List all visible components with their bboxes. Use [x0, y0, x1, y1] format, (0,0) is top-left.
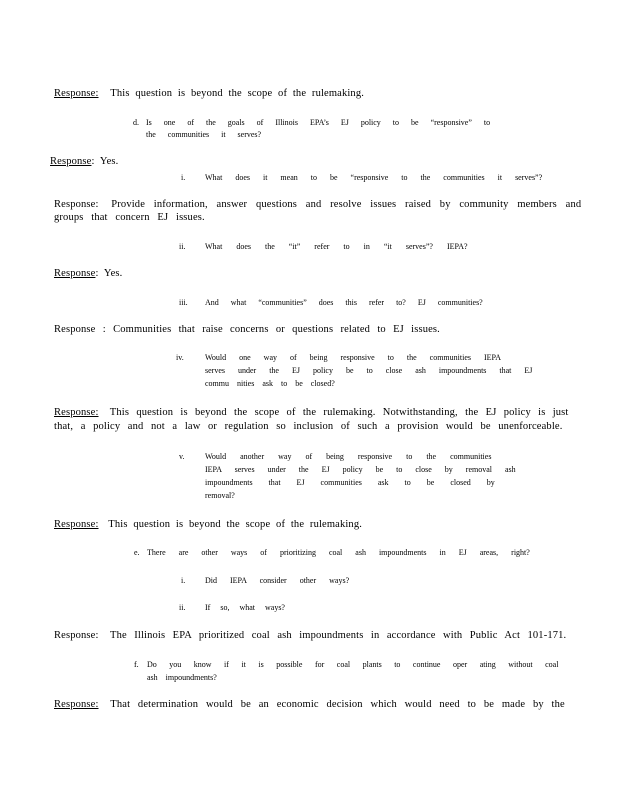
question-marker: iv.: [176, 353, 184, 362]
question-line: If so, what ways?: [205, 603, 285, 612]
question-marker: f.: [134, 660, 139, 669]
response-text: This question is beyond the scope of the rulemaking.: [110, 88, 365, 99]
question-line: IEPA serves under the EJ policy be to close by removal ash: [205, 465, 516, 474]
question-line: And what “communities” does this refer to? EJ communities?: [205, 298, 483, 307]
response-text: : Yes.: [91, 156, 119, 167]
question-line: serves under the EJ policy be to close ash impoundments that EJ: [205, 366, 533, 375]
response-label: Response:: [54, 407, 99, 418]
response-label: Response:: [54, 88, 99, 99]
response-label: Response: [50, 156, 92, 167]
response-text: : Communities that raise concerns or questions related to EJ issues.: [102, 324, 440, 335]
response-text-continued: groups that concern EJ issues.: [54, 212, 205, 223]
question-line: Would one way of being responsive to the communities IEPA: [205, 353, 502, 362]
response-label: Response:: [54, 630, 99, 641]
question-line: Did IEPA consider other ways?: [205, 576, 350, 585]
question-line: What does it mean to be “responsive to the communities it serves”?: [205, 173, 543, 182]
response-paragraph: [54, 407, 568, 418]
response-text: This question is beyond the scope of the rulemaking. Notwithstanding, the EJ policy is just: [109, 407, 569, 418]
response-paragraph: [54, 519, 362, 530]
question-line: There are other ways of prioritizing coal ash impoundments in EJ areas, right?: [147, 548, 530, 557]
response-paragraph: [54, 324, 440, 335]
response-text: That determination would be an economic decision which would need to be made by the: [110, 699, 565, 710]
question-marker: i.: [181, 576, 186, 585]
question-line: Do you know if it is possible for coal plants to continue oper ating without coal: [147, 660, 559, 669]
question-line: the communities it serves?: [146, 130, 262, 139]
response-text: Provide information, answer questions and resolve issues raised by community members and: [111, 199, 582, 210]
response-paragraph: [54, 699, 565, 710]
question-marker: iii.: [179, 298, 188, 307]
response-paragraph: [54, 630, 566, 641]
question-line: removal?: [205, 491, 235, 500]
response-text: The Illinois EPA prioritized coal ash impoundments in accordance with Public Act 101-171.: [110, 630, 567, 641]
question-marker: v.: [179, 452, 185, 461]
response-label: Response: [54, 268, 96, 279]
response-paragraph: [50, 156, 118, 167]
question-line: commu nities ask to be closed?: [205, 379, 335, 388]
response-text: : Yes.: [95, 268, 123, 279]
response-paragraph: [54, 268, 122, 279]
question-marker: ii.: [179, 242, 186, 251]
response-label: Response: [54, 324, 96, 335]
question-marker: ii.: [179, 603, 186, 612]
response-label: Response:: [54, 699, 99, 710]
question-line: What does the “it” refer to in “it serves”? IEPA?: [205, 242, 468, 251]
question-line: impoundments that EJ communities ask to be closed by: [205, 478, 495, 487]
question-line: Would another way of being responsive to the communities: [205, 452, 492, 461]
response-paragraph: [54, 199, 581, 210]
question-line: Is one of the goals of Illinois EPA’s EJ policy to be “responsive” to: [146, 118, 491, 127]
response-paragraph: [54, 88, 364, 99]
question-marker: e.: [134, 548, 140, 557]
question-line: ash impoundments?: [147, 673, 217, 682]
response-label: Response:: [54, 199, 99, 210]
question-marker: d.: [133, 118, 139, 127]
response-text: This question is beyond the scope of the rulemaking.: [108, 519, 363, 530]
question-marker: i.: [181, 173, 186, 182]
response-label: Response:: [54, 519, 99, 530]
response-text-continued: that, a policy and not a law or regulation so inclusion of such a provision would be unenforceable.: [54, 421, 563, 432]
